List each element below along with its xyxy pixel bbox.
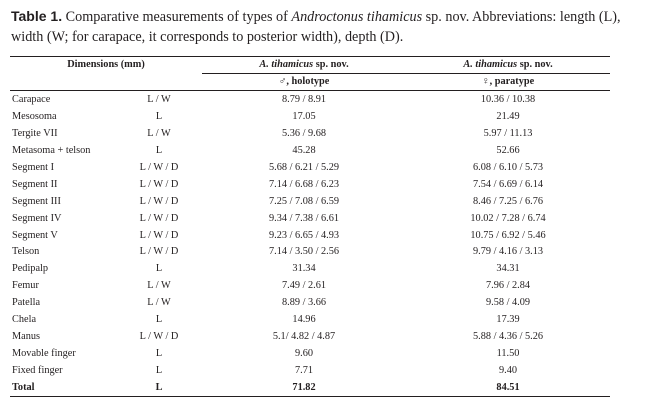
holotype-header: ♂, holotype [202,74,406,91]
table-row [10,160,610,177]
paratype-cell: 5.88 / 4.36 / 5.26 [472,330,544,342]
table-caption [11,6,651,47]
abbr-cell: L / W / D [139,195,179,207]
holotype-cell: 7.14 / 3.50 / 2.56 [268,246,340,258]
header-subrow [10,74,610,91]
dimension-cell: Total [10,379,116,396]
holotype-cell: 5.68 / 6.21 / 5.29 [268,162,340,173]
paratype-cell: 10.36 / 10.38 [480,94,536,106]
table-label: Table 1. [11,8,63,24]
paratype-species-header [406,57,610,74]
table-row [10,109,610,126]
dimension-cell: Telson [12,246,40,258]
table-row [10,295,610,312]
abbr-cell: L [155,364,163,376]
table-row [10,328,610,345]
holotype-cell: 5.36 / 9.68 [281,128,327,140]
abbr-cell: L / W / D [139,162,179,173]
paratype-species-suffix: sp. nov. [517,59,553,70]
abbr-cell: L / W / D [139,212,179,224]
holotype-cell: 5.1/ 4.82 / 4.87 [272,330,336,342]
table-body [10,91,610,397]
dimension-cell: Segment I [12,162,55,173]
table-row [10,210,610,227]
paratype-cell: 10.02 / 7.28 / 6.74 [470,212,546,224]
dimensions-header: Dimensions (mm) [10,57,202,74]
holotype-cell: 7.25 / 7.08 / 6.59 [268,195,340,207]
holotype-cell: 71.82 [202,379,406,396]
abbr-cell: L / W / D [139,229,179,241]
measurements-table [10,56,610,397]
holotype-cell: 45.28 [292,145,316,157]
abbr-cell: L / W [147,128,171,140]
abbr-cell: L [155,347,163,359]
paratype-header: ♀, paratype [406,74,610,91]
abbr-cell: L [155,314,163,326]
holotype-cell: 14.96 [292,314,316,326]
total-row [10,379,610,396]
holotype-cell: 8.89 / 3.66 [281,297,327,309]
abbr-cell: L [155,263,163,275]
paratype-cell: 34.31 [496,263,520,275]
caption-text-2: sp. nov. Abbreviations: length (L), width (W; for carapace, it corresponds to posterior width), depth (D). [11,9,621,45]
paratype-cell: 9.58 / 4.09 [485,297,531,309]
dimension-cell: Segment V [12,229,58,241]
paratype-cell: 6.08 / 6.10 / 5.73 [472,162,544,173]
header-row [10,57,610,74]
paratype-cell: 5.97 / 11.13 [483,128,533,140]
abbr-cell: L [155,111,163,123]
paratype-cell: 7.54 / 6.69 / 6.14 [472,178,544,190]
paratype-species-name: A. tihamicus [463,59,518,70]
paratype-cell: 7.96 / 2.84 [485,280,531,292]
paratype-cell: 84.51 [406,379,610,396]
abbr-cell: L / W / D [139,330,179,342]
table-row [10,244,610,261]
dimension-cell: Tergite VII [12,128,58,140]
holotype-cell: 7.71 [295,364,314,376]
caption-species: Androctonus tihamicus [291,9,423,25]
paratype-cell: 9.79 / 4.16 / 3.13 [472,246,544,258]
holotype-species-header [202,57,406,74]
table-row [10,261,610,278]
holotype-cell: 31.34 [292,263,316,275]
dimension-cell: Segment II [12,178,58,190]
abbr-cell: L [116,379,202,396]
caption-text-1: Comparative measurements of types of [62,9,292,25]
dimension-cell: Carapace [12,94,51,106]
holotype-cell: 9.60 [295,347,314,359]
table-row [10,176,610,193]
holotype-cell: 7.49 / 2.61 [281,280,327,292]
table-row [10,278,610,295]
table-row [10,362,610,379]
paratype-cell: 8.46 / 7.25 / 6.76 [472,195,544,207]
dimension-cell: Mesosoma [12,111,57,123]
abbr-cell: L / W / D [139,178,179,190]
header-blank-2 [116,74,202,91]
dimension-cell: Segment IV [12,212,62,224]
paratype-cell: 11.50 [496,347,520,359]
holotype-species-name: A. tihamicus [259,59,314,70]
table-row [10,91,610,109]
paratype-cell: 52.66 [496,145,520,157]
holotype-species-suffix: sp. nov. [313,59,349,70]
dimension-cell: Femur [12,280,39,292]
abbr-cell: L / W / D [139,246,179,258]
dimension-cell: Chela [12,314,37,326]
table-row [10,126,610,143]
paratype-cell: 10.75 / 6.92 / 5.46 [470,229,546,241]
holotype-cell: 17.05 [292,111,316,123]
abbr-cell: L [155,145,163,157]
abbr-cell: L / W [147,297,171,309]
paratype-cell: 21.49 [496,111,520,123]
table-row [10,143,610,160]
table-row [10,345,610,362]
table-row [10,227,610,244]
holotype-cell: 9.23 / 6.65 / 4.93 [268,229,340,241]
paratype-cell: 17.39 [496,314,520,326]
dimension-cell: Pedipalp [12,263,49,275]
header-blank [10,74,116,91]
holotype-cell: 8.79 / 8.91 [281,94,327,106]
paratype-cell: 9.40 [499,364,518,376]
dimension-cell: Patella [12,297,41,309]
dimension-cell: Metasoma + telson [12,145,91,157]
table-row [10,193,610,210]
dimension-cell: Manus [12,330,41,342]
abbr-cell: L / W [147,280,171,292]
holotype-cell: 7.14 / 6.68 / 6.23 [268,178,340,190]
abbr-cell: L / W [147,94,171,106]
dimension-cell: Movable finger [12,347,76,359]
table-row [10,312,610,329]
holotype-cell: 9.34 / 7.38 / 6.61 [268,212,340,224]
dimension-cell: Fixed finger [12,364,63,376]
dimension-cell: Segment III [12,195,61,207]
